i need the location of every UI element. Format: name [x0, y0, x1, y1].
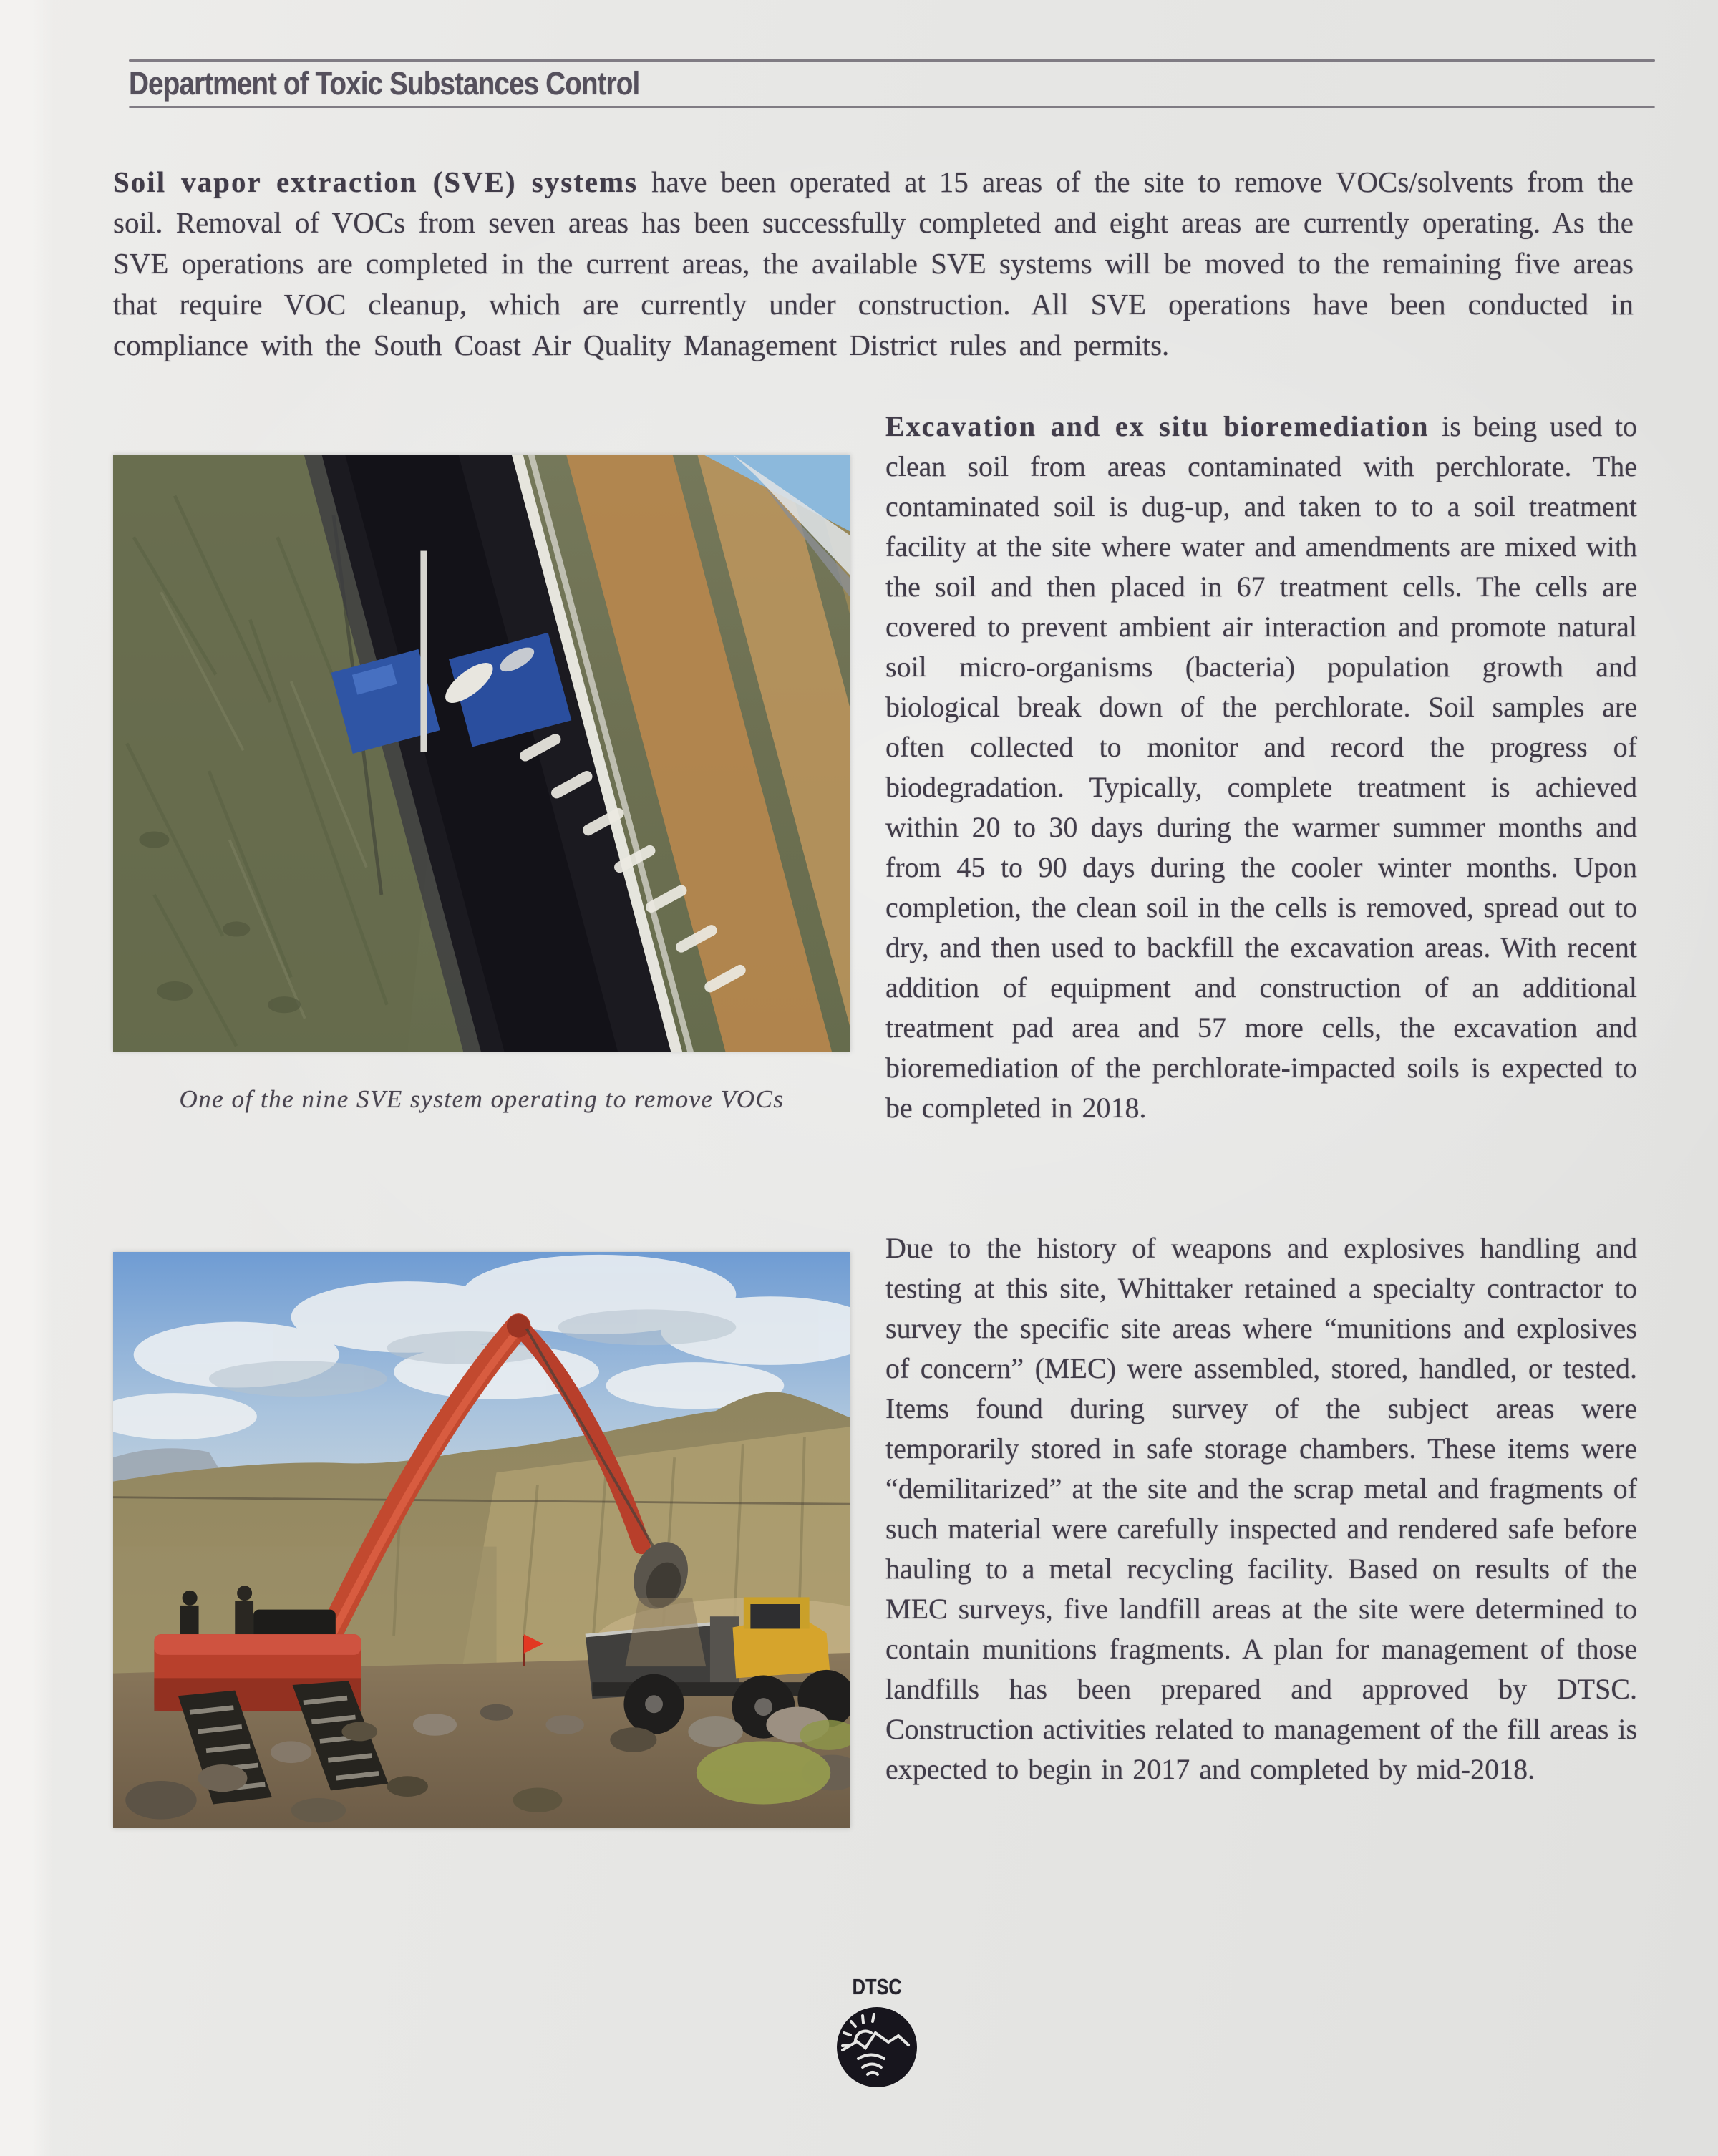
- excavation-photo: [113, 1252, 850, 1828]
- dtsc-logo-block: [805, 1974, 948, 2125]
- worker-2-head: [237, 1586, 252, 1601]
- munitions-paragraph: Due to the history of weapons and explosives handling and testing at this site, Whittaker retained a specialty contractor to survey the specific site areas where “munitions and explosives of concern” (MEC) were assembled, stored, handled, or tested. Items found during survey of the subject areas were temporarily stored in safe storage chambers. These items were “demilitarized” at the site and the scrap metal and fragments of such material were carefully inspected and rendered safe before hauling to a metal recycling facility. Based on results of the MEC surveys, five landfill areas at the site were determined to contain munitions fragments. A plan for management of those landfills has been prepared and approved by DTSC. Construction activities related to management of the fill areas is expected to begin in 2017 and completed by mid-2018.: [885, 1232, 1638, 1785]
- worker-2-body: [235, 1601, 253, 1636]
- intro-paragraph: [113, 162, 1634, 366]
- boom-joint: [507, 1314, 530, 1338]
- excavator-body-top: [154, 1634, 361, 1655]
- masthead-rule-bottom: [129, 106, 1655, 108]
- soil-spill: [625, 1598, 706, 1666]
- sun-ray-5: [873, 2014, 874, 2021]
- worker-1-head: [183, 1591, 198, 1606]
- vent-pole: [420, 551, 427, 752]
- sve-system-aerial-photo: [113, 455, 850, 1052]
- intro-body: have been operated at 15 areas of the site to remove VOCs/solvents from the soil. Removal of VOCs from seven areas has been successfully completed and eight areas are currently operating. As the SVE operations are completed in the current areas, the available SVE systems will be moved to the remaining five areas that require VOC cleanup, which are currently under construction. All SVE operations have been conducted in compliance with the South Coast Air Quality Management District rules and permits.: [113, 165, 1634, 361]
- dtsc-sun-mountain-water-icon: [805, 2004, 948, 2094]
- masthead-title: Department of Toxic Substances Control: [129, 66, 640, 102]
- intro-lead-in: Soil vapor extraction (SVE) systems: [113, 165, 639, 198]
- truck-hub-2: [754, 1698, 772, 1716]
- bioremediation-paragraph: [885, 407, 1637, 1128]
- truck-window: [750, 1604, 800, 1628]
- paper-edge-highlight: [0, 0, 53, 2156]
- sve-photo-art: [113, 455, 850, 1052]
- excavation-photo-art: [113, 1252, 850, 1828]
- sun-ray-3: [844, 2033, 850, 2035]
- bioremediation-body: is being used to clean soil from areas contaminated with perchlorate. The contaminated soil is dug-up, and taken to to a soil treatment facility at the site where water and amendments are mixed with the soil and then placed in 67 treatment cells. The cells are covered to prevent ambient air interaction and promote natural soil micro-organisms (bacteria) population growth and biological break down of the perchlorate. Soil samples are often collected to monitor and record the progress of biodegradation. Typically, complete treatment is achieved within 20 to 30 days during the warmer summer months and from 45 to 90 days during the cooler winter months. Upon completion, the clean soil in the cells is removed, spread out to dry, and then used to backfill the excavation areas. With recent addition of equipment and construction of an additional treatment pad area and 57 more cells, the excavation and bioremediation of the perchlorate-impacted soils is expected to be completed in 2018.: [885, 410, 1637, 1124]
- grass-patch: [697, 1741, 830, 1804]
- dtsc-logo-text: DTSC: [852, 1974, 902, 1999]
- masthead-rule-top: [129, 59, 1655, 62]
- truck-hub-1: [645, 1695, 663, 1713]
- photo-1-caption: One of the nine SVE system operating to remove VOCs: [179, 1085, 785, 1113]
- bioremediation-lead-in: Excavation and ex situ bioremediation: [885, 410, 1430, 442]
